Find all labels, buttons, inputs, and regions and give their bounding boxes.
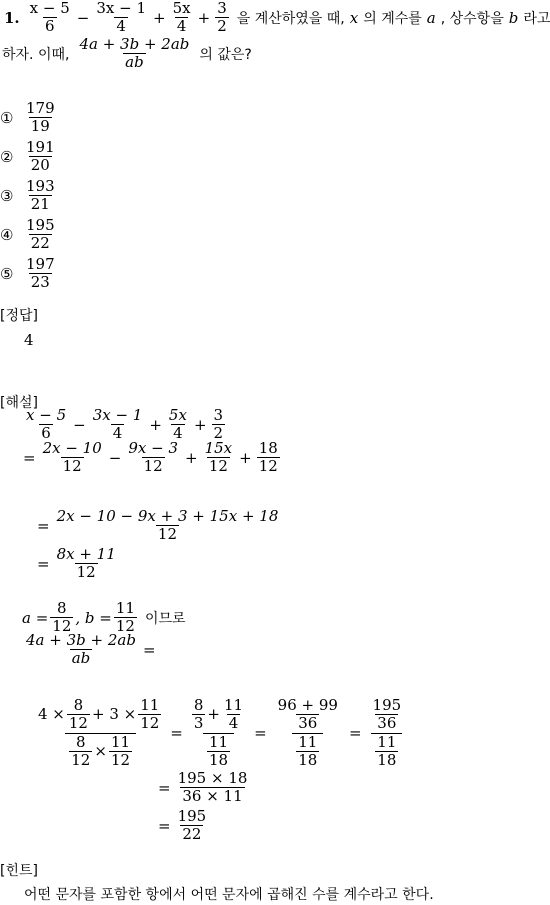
- q-line2-prefix: 하자. 이때,: [2, 46, 70, 63]
- question-number: 1.: [4, 8, 20, 27]
- solution-step-8: = $\frac{195 \times 18}{36 \times 11}$: [158, 769, 248, 806]
- choice-4[interactable]: ④ $\frac{195}{22}$: [0, 215, 55, 252]
- solution-step-9: = $\frac{195}{22}$: [158, 807, 207, 844]
- choice-1[interactable]: ① $\frac{179}{19}$: [0, 98, 55, 135]
- question-line-1: 1. $\frac{x - 5}{6}$ − $\frac{3x - 1}{4}$ + $\frac{5x}{4}$ + $\frac{3}{2}$ 을 계산하였을 때, x 의 계수를 a , 상수항을 b 라고: [4, 0, 550, 36]
- q-text-1: 을 계산하였을 때,: [236, 10, 345, 27]
- solution-step-7: 4 × $\frac{8}{12}$ + 3 × $\frac{11}{12}$ $\frac{8}{12}$ × $\frac{11}{12}$ = $\frac{8}{3}$ + $\frac{11}{4}$ $\frac{11}{18}$ = $\frac{\frac{96 + 99}{36}}{\frac{11}{18}}$ = $\frac{\frac{195}{36}}{\frac{11}{18}}$: [38, 696, 402, 769]
- q-term-2: $\frac{3x - 1}{4}$: [96, 0, 147, 36]
- choices-list: [0, 98, 59, 293]
- q-text-4: 라고: [523, 10, 550, 27]
- answer-value: 4: [24, 331, 34, 349]
- hint-label: [힌트]: [0, 863, 38, 879]
- answer-label: [정답]: [0, 308, 38, 324]
- q-line2-suffix: 의 값은?: [199, 46, 252, 63]
- choice-5[interactable]: ⑤ $\frac{197}{23}$: [0, 254, 55, 291]
- q-term-1: $\frac{x - 5}{6}$: [29, 0, 70, 36]
- q-var-b: b: [508, 8, 519, 27]
- q-var-x: x: [349, 8, 359, 27]
- solution-step-2: = $\frac{2x - 10}{12}$ − $\frac{9x - 3}{12}$ + $\frac{15x}{12}$ + $\frac{18}{12}$: [23, 439, 278, 476]
- solution-step-6: $\frac{4a + 3b + 2ab}{ab}$ =: [26, 631, 156, 668]
- q-term-3: $\frac{5x}{4}$: [172, 0, 191, 36]
- q-text-2: 의 계수를: [363, 10, 422, 27]
- solution-step-3: = $\frac{2x - 10 - 9x + 3 + 15x + 18}{12}$: [37, 507, 279, 544]
- q-var-a: a: [426, 8, 436, 27]
- solution-step-4: = $\frac{8x + 11}{12}$: [37, 545, 116, 582]
- solution-step-5: a = $\frac{8}{12}$ , b = $\frac{11}{12}$ 이므로: [22, 599, 186, 636]
- q-text-3: , 상수항을: [440, 10, 504, 27]
- q-term-4: $\frac{3}{2}$: [217, 0, 227, 36]
- question-line-2: [2, 36, 252, 72]
- choice-2[interactable]: ② $\frac{191}{20}$: [0, 137, 55, 174]
- solution-label: [해설]: [0, 395, 38, 411]
- solution-step-1: $\frac{x - 5}{6}$ − $\frac{3x - 1}{4}$ + $\frac{5x}{4}$ + $\frac{3}{2}$: [26, 406, 224, 443]
- hint-text: 어떤 문자를 포함한 항에서 어떤 문자에 곱해진 수를 계수라고 한다.: [24, 887, 434, 903]
- q-target-fraction: $\frac{4a + 3b + 2ab}{ab}$: [79, 35, 190, 72]
- choice-3[interactable]: ③ $\frac{193}{21}$: [0, 176, 55, 213]
